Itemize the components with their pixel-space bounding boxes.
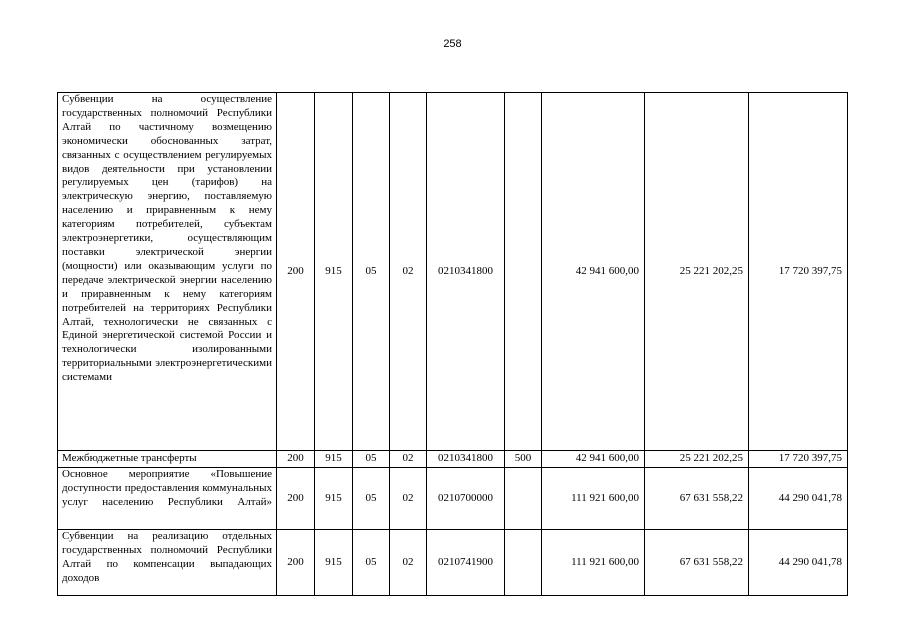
table-row [58,93,848,451]
plan-amount: 111 921 600,00 [542,530,645,596]
target-code: 0210741900 [427,530,505,596]
code-b: 915 [315,468,353,530]
row-description: Межбюджетные трансферты [58,451,277,468]
code-a: 200 [277,530,315,596]
plan-amount: 42 941 600,00 [542,451,645,468]
code-b: 915 [315,93,353,451]
budget-table [57,92,848,596]
expense-type [505,530,542,596]
subsection-code: 02 [390,530,427,596]
code-a: 200 [277,468,315,530]
subsection-code: 02 [390,93,427,451]
executed-amount: 67 631 558,22 [645,468,749,530]
expense-type: 500 [505,451,542,468]
row-description: Субвенции на реализацию отдельных государственных полномочий Республики Алтай по компенсации выпадающих доходов [58,530,277,596]
expense-type [505,468,542,530]
code-b: 915 [315,451,353,468]
target-code: 0210700000 [427,468,505,530]
code-a: 200 [277,451,315,468]
section-code: 05 [353,530,390,596]
code-a: 200 [277,93,315,451]
target-code: 0210341800 [427,451,505,468]
section-code: 05 [353,93,390,451]
plan-amount: 111 921 600,00 [542,468,645,530]
target-code: 0210341800 [427,93,505,451]
row-description: Основное мероприятие «Повышение доступности предоставления коммунальных услуг населению Республики Алтай» [58,468,277,530]
table-row [58,468,848,530]
section-code: 05 [353,468,390,530]
remaining-amount: 17 720 397,75 [749,93,848,451]
executed-amount: 67 631 558,22 [645,530,749,596]
remaining-amount: 17 720 397,75 [749,451,848,468]
expense-type [505,93,542,451]
remaining-amount: 44 290 041,78 [749,530,848,596]
subsection-code: 02 [390,451,427,468]
executed-amount: 25 221 202,25 [645,93,749,451]
table-row [58,530,848,596]
executed-amount: 25 221 202,25 [645,451,749,468]
table-row [58,451,848,468]
remaining-amount: 44 290 041,78 [749,468,848,530]
row-description: Субвенции на осуществление государственных полномочий Республики Алтай по частичному возмещению экономически обоснованных затрат, связанных с осуществлением регулируемых видов деятельности при установлении регулируемых цен (тарифов) на электрическую энергию, поставляемую населению и приравненным к нему категориям потребителей, субъектам электроэнергетики, осуществляющим поставки электрической энергии (мощности) или оказывающим услуги по передаче электрической энергии населению и приравненным к нему категориям потребителей на территориях Республики Алтай, технологически не связанных с Единой энергетической системой России и технологически изолированными территориальными электроэнергетическими системами [58,93,277,451]
subsection-code: 02 [390,468,427,530]
section-code: 05 [353,451,390,468]
plan-amount: 42 941 600,00 [542,93,645,451]
code-b: 915 [315,530,353,596]
page-number: 258 [443,38,462,50]
